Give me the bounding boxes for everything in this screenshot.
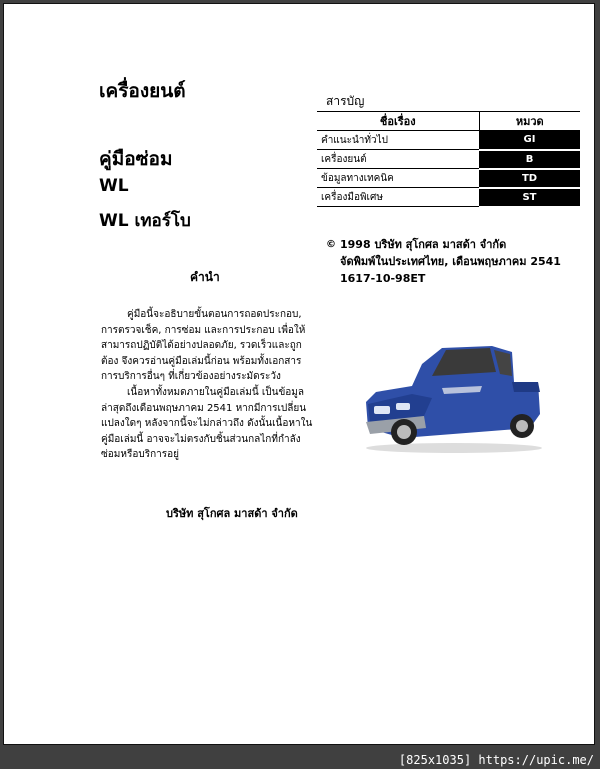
toc-table	[317, 111, 580, 208]
intro-body	[101, 307, 313, 463]
intro-paragraph: คู่มือนี้จะอธิบายขั้นตอนการถอดประกอบ, การตรวจเช็ค, การซ่อม และการประกอบ เพื่อให้สามารถปฏิบัติได้อย่างปลอดภัย, รวดเร็วและถูกต้อง จึงควรอ่านคู่มือเล่มนี้ก่อน พร้อมทั้งเอกสารการบริการอื่นๆ ที่เกี่ยวข้องอย่างระมัดระวัง	[101, 309, 306, 383]
intro-title: คำนำ	[190, 270, 220, 284]
toc-row[interactable]	[317, 131, 580, 150]
toc-row-code[interactable]: TD	[479, 169, 580, 188]
toc-row-subject[interactable]: เครื่องมือพิเศษ	[317, 188, 479, 207]
toc-row[interactable]	[317, 150, 580, 169]
toc-row-code[interactable]: GI	[479, 131, 580, 150]
copyright-icon: ©	[326, 239, 336, 250]
manual-page	[3, 3, 595, 745]
toc-row-subject[interactable]: คำแนะนำทั่วไป	[317, 131, 479, 150]
intro-paragraph: เนื้อหาทั้งหมดภายในคู่มือเล่มนี้ เป็นข้อมูลล่าสุดถึงเดือนพฤษภาคม 2541 หากมีการเปลี่ยนแปลงใดๆ หลังจากนี้จะไม่กล่าวถึง ดังนั้นเนื้อหาในคู่มือเล่มนี้ อาจจะไม่ตรงกับชิ้นส่วนกลไกที่กำลังซ่อมหรือบริการอยู่	[101, 386, 313, 461]
signature: บริษัท สุโกศล มาสด้า จำกัด	[166, 507, 298, 520]
toc-col-category: หมวด	[479, 112, 580, 131]
page-title: เครื่องยนต์	[99, 80, 186, 102]
toc-row-subject[interactable]: เครื่องยนต์	[317, 150, 479, 169]
document-number: 1617-10-98ET	[340, 272, 426, 285]
copyright-block	[326, 236, 561, 287]
model-turbo-name: WL เทอร์โบ	[99, 211, 191, 231]
toc-row-code[interactable]: ST	[479, 188, 580, 207]
pickup-truck-image	[362, 342, 544, 454]
toc-header-row	[317, 112, 580, 131]
toc-col-subject: ชื่อเรื่อง	[317, 112, 479, 131]
toc-row[interactable]	[317, 188, 580, 207]
toc-title: สารบัญ	[326, 94, 365, 108]
toc-row-subject[interactable]: ข้อมูลทางเทคนิค	[317, 169, 479, 188]
toc-row[interactable]	[317, 169, 580, 188]
toc-row-code[interactable]: B	[479, 150, 580, 169]
copyright-line: 1998 บริษัท สุโกศล มาสด้า จำกัด	[340, 238, 507, 251]
manual-subtitle: คู่มือซ่อม	[99, 148, 173, 170]
print-info-line: จัดพิมพ์ในประเทศไทย, เดือนพฤษภาคม 2541	[340, 255, 561, 268]
watermark-footer: [825x1035] https://upic.me/	[398, 753, 594, 767]
model-name: WL	[99, 176, 129, 196]
